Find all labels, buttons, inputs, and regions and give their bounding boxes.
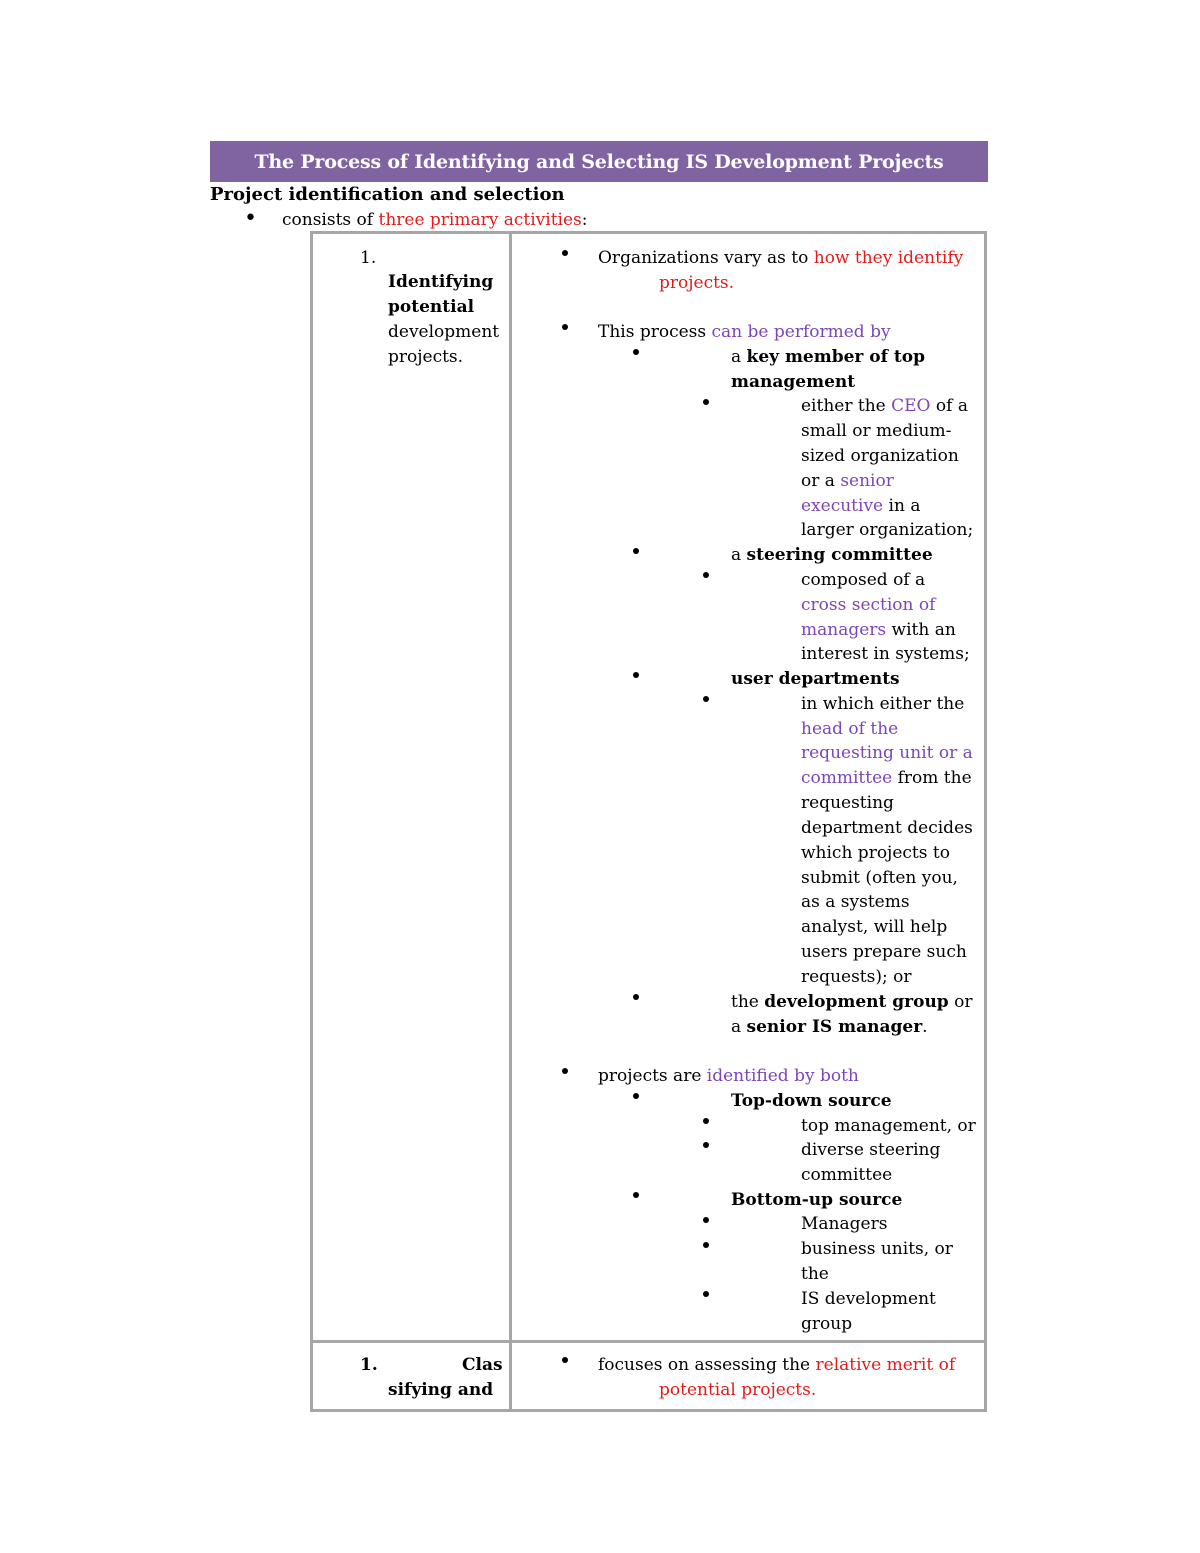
list-item-continuation: department decides [801,818,973,838]
bullet-icon [703,1217,709,1223]
bullet-icon [562,1357,568,1363]
bullet-icon [633,349,639,355]
list-item-continuation: interest in systems; [801,644,970,664]
activity-title-line: Identifying [388,272,494,292]
activity-title-line: sifying and [388,1380,494,1400]
list-item-continuation: cross section of [801,595,936,615]
intro-text: consists of three primary activities: [282,210,588,230]
list-item: diverse steering [801,1140,941,1160]
list-item-continuation: small or medium- [801,421,952,441]
bullet-icon [703,1291,709,1297]
bullet-icon [703,399,709,405]
list-item-continuation: sized organization [801,446,959,466]
list-item: a steering committee [731,545,933,565]
row-number: 1. [360,1355,378,1375]
list-item-continuation: management [731,372,856,392]
list-item: top management, or [801,1116,976,1136]
activities-table [310,231,987,1412]
bullet-icon [703,572,709,578]
list-item-continuation: or a senior [801,471,894,491]
list-item-continuation: executive in a [801,496,921,516]
list-item: business units, or [801,1239,953,1259]
list-item-continuation: larger organization; [801,520,974,540]
activity-desc-line: development [388,322,500,342]
bullet-icon [562,1068,568,1074]
list-item: Organizations vary as to how they identify [598,248,964,268]
list-item-continuation: projects. [659,273,735,293]
table-row [312,1342,986,1411]
bullet-icon [633,994,639,1000]
list-item-continuation: the [801,1264,829,1284]
list-item-continuation: head of the [801,719,899,739]
banner-title: The Process of Identifying and Selecting IS Development Projects [254,150,944,173]
bullet-icon [703,696,709,702]
bullet-icon [703,1118,709,1124]
bullet-icon [562,250,568,256]
bullet-icon [703,1242,709,1248]
document-banner [210,141,988,182]
list-item-continuation: which projects to [801,843,950,863]
bullet-icon [633,548,639,554]
bullet-icon [562,324,568,330]
activity-detail-cell [511,233,986,1342]
list-item-continuation: managers with an [801,620,956,640]
list-item-continuation: requesting [801,793,894,813]
bullet-icon [633,1192,639,1198]
list-item-continuation: group [801,1314,853,1334]
activity-title-line: potential [388,297,475,317]
activity-desc-line: projects. [388,347,464,367]
list-item: the development group or [731,992,973,1012]
list-item: a key member of top [731,347,925,367]
bullet-icon: • [244,206,257,231]
list-item-continuation: submit (often you, [801,868,958,888]
list-item-continuation: as a systems [801,892,910,912]
bullet-icon [633,672,639,678]
list-item: IS development [801,1289,936,1309]
list-item-continuation: potential projects. [659,1380,817,1400]
list-item: This process can be performed by [598,322,891,342]
list-item: either the CEO of a [801,396,968,416]
list-item-continuation: committee from the [801,768,972,788]
activity-detail-cell [511,1342,986,1411]
list-item-continuation: a senior IS manager. [731,1017,928,1037]
list-item-continuation: requests); or [801,967,912,987]
list-item-continuation: users prepare such [801,942,967,962]
activity-name-cell [312,233,511,1342]
activity-name-cell [312,1342,511,1411]
list-item-continuation: analyst, will help [801,917,948,937]
list-item: Top-down source [731,1091,892,1111]
bullet-icon [633,1093,639,1099]
list-item: focuses on assessing the relative merit of [598,1355,956,1375]
activity-title-line: Clas [462,1355,503,1375]
bullet-icon [703,1142,709,1148]
row-number: 1. [360,248,377,268]
list-item: user departments [731,669,900,689]
list-item: Bottom-up source [731,1190,903,1210]
list-item: composed of a [801,570,926,590]
list-item: Managers [801,1214,888,1234]
list-item-continuation: committee [801,1165,893,1185]
list-item: projects are identified by both [598,1066,859,1086]
list-item-continuation: requesting unit or a [801,743,973,763]
section-heading: Project identification and selection [210,184,565,205]
list-item: in which either the [801,694,965,714]
table-row [312,233,986,1342]
